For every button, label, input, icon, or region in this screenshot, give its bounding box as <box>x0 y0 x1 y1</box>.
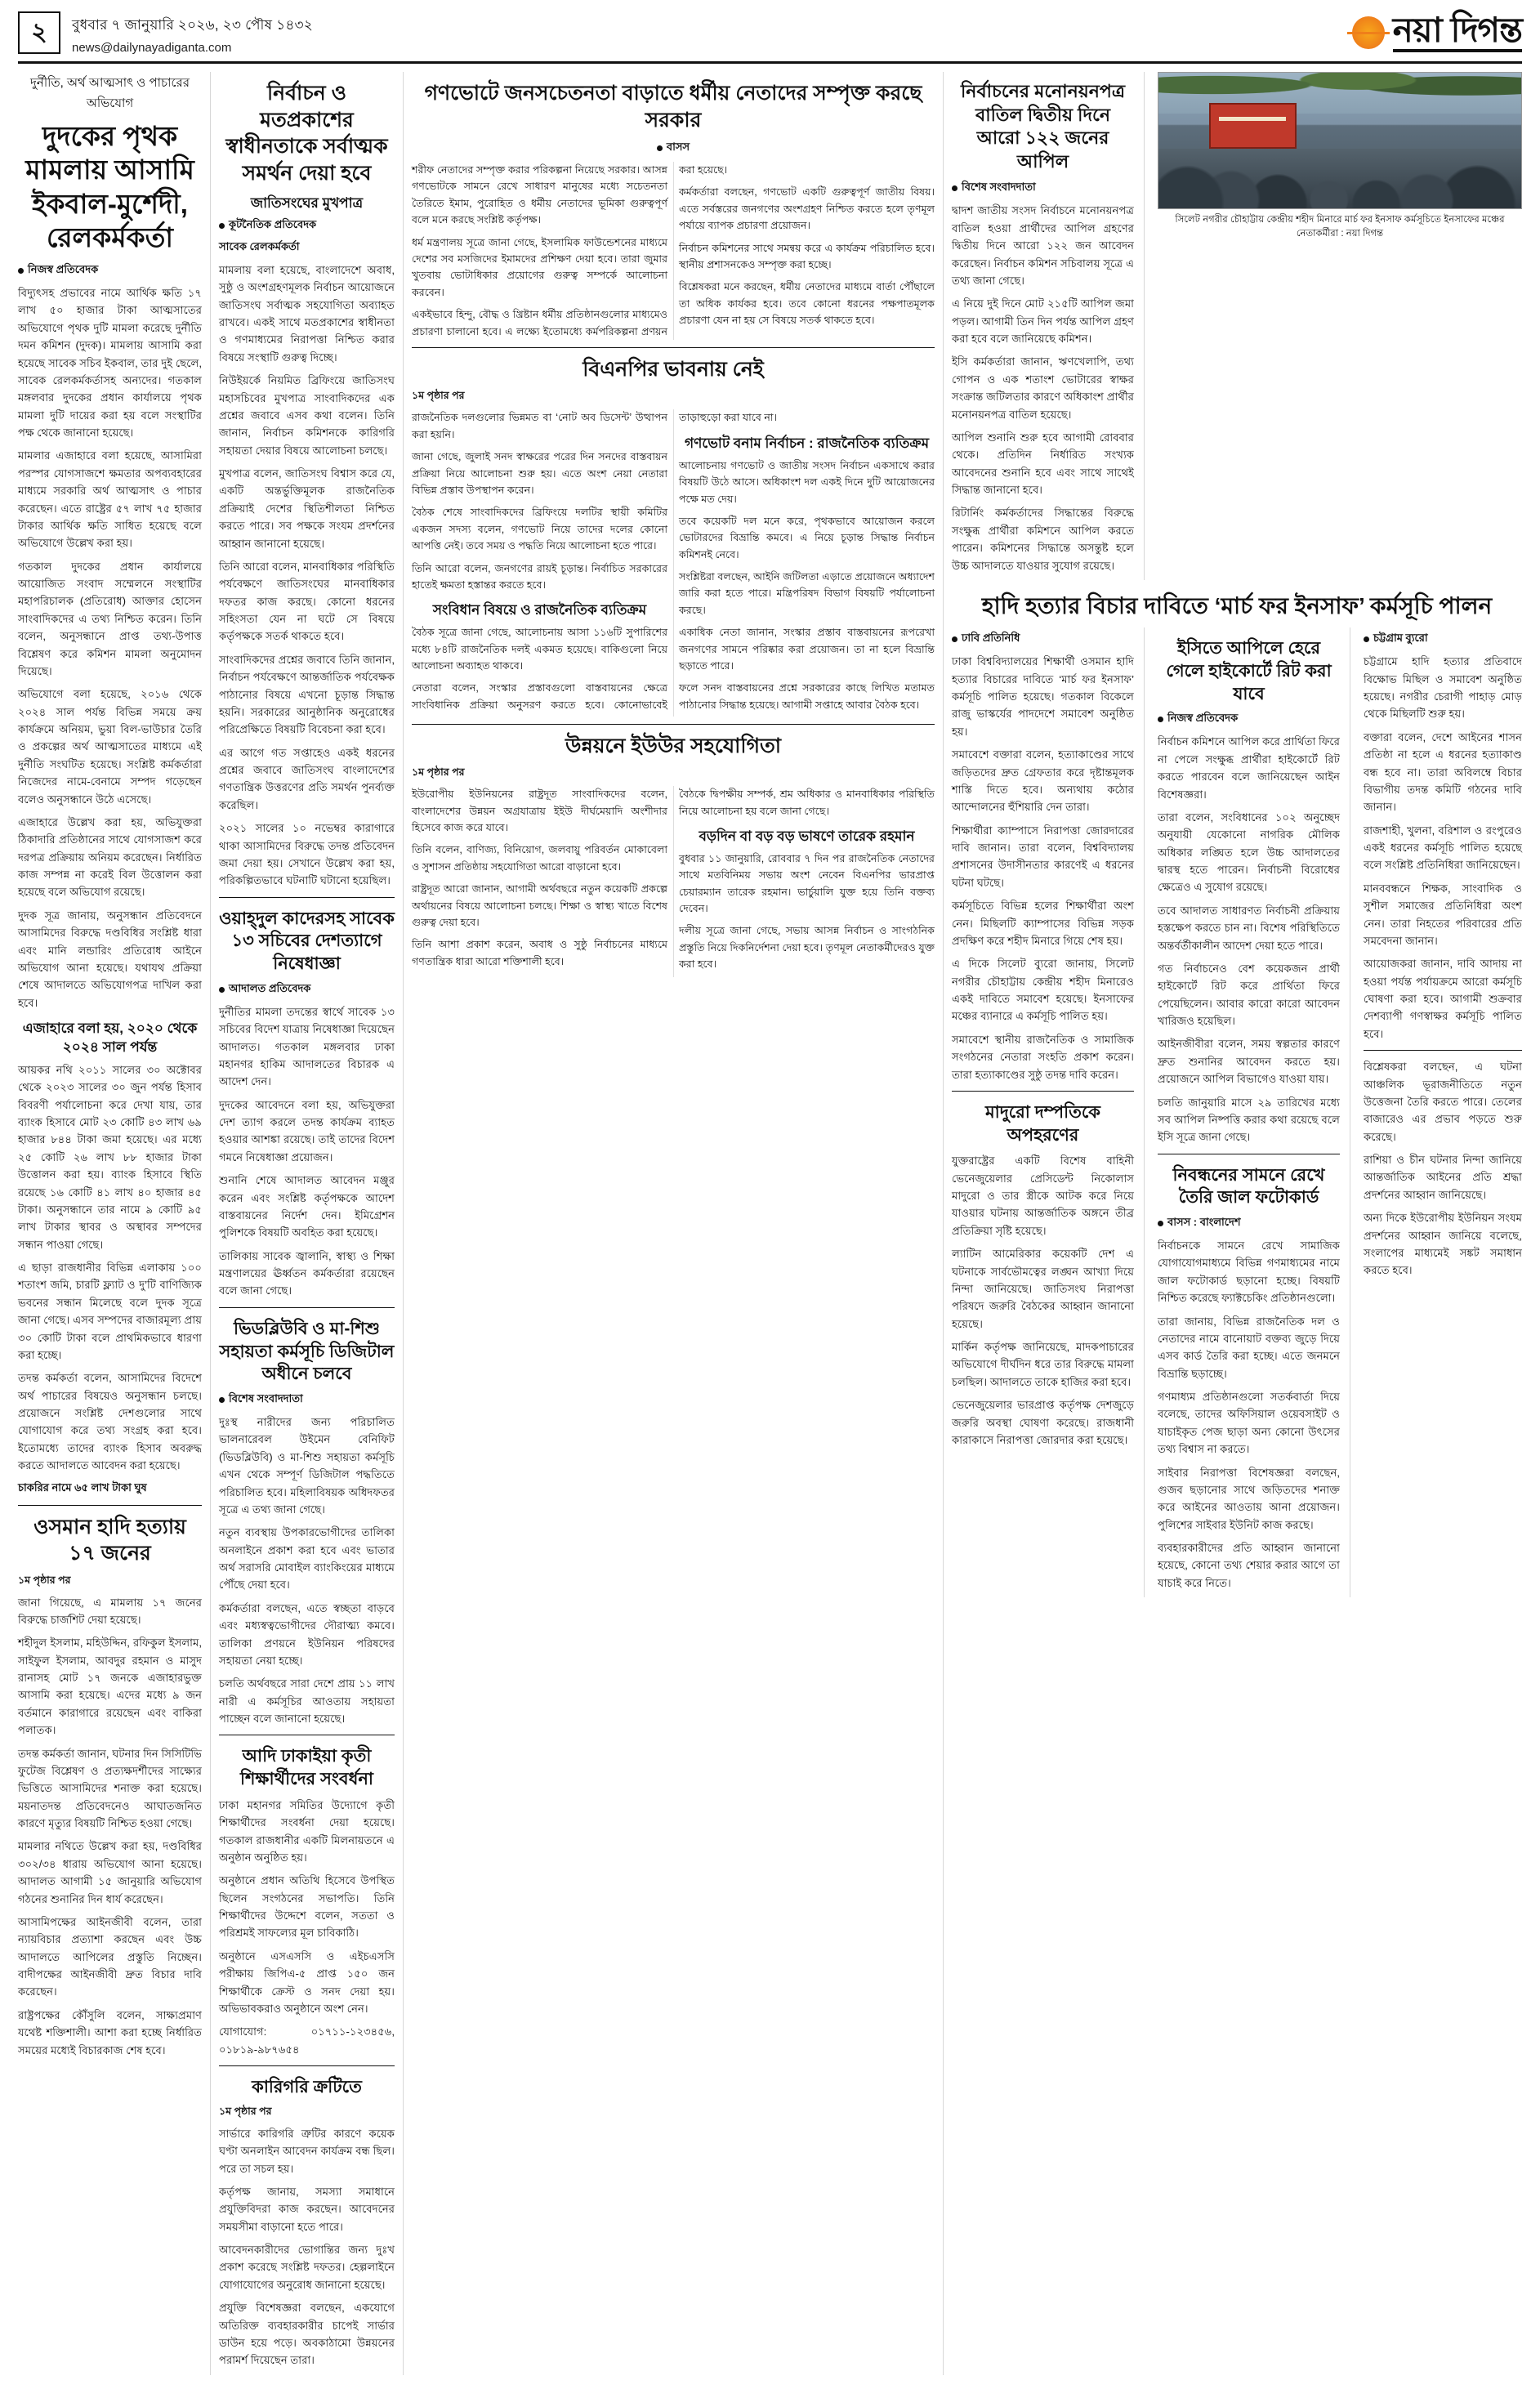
story12a-para-3: কর্মসূচিতে বিভিন্ন হলের শিক্ষার্থীরা অংশ নেন। মিছিলটি ক্যাম্পাসের বিভিন্ন সড়ক প্রদক্ষিণ করে শহীদ মিনারে গিয়ে শেষ হয়। <box>952 900 1134 947</box>
story9-para-2: বৈঠক শেষে সাংবাদিকদের ব্রিফিংয়ে দলটির স্থায়ী কমিটির একজন সদস্য বলেন, গণভোট নিয়ে তাদের দলের কোনো আপত্তি নেই। তবে সময় ও পদ্ধতি নিয়ে আলোচনা হতে পারে। <box>412 507 667 552</box>
bullet-icon <box>1158 717 1163 722</box>
divider <box>18 1505 202 1506</box>
story11-para-4: রিটার্নিং কর্মকর্তাদের সিদ্ধান্তের বিরুদ্ধে সংক্ষুব্ধ প্রার্থীরা কমিশনে আপিল করতে পারেন। কমিশনের সিদ্ধান্তে অসন্তুষ্ট হলে উচ্চ আদালতে যাওয়ার সুযোগ রয়েছে। <box>952 507 1134 572</box>
byline-text: বিশেষ সংবাদদাতা <box>229 1392 303 1404</box>
story15-headline: মাদুরো দম্পতিকে অপহরণের <box>985 1102 1100 1145</box>
story4-para-2: শুনানি শেষে আদালত আবেদন মঞ্জুর করেন এবং সংশ্লিষ্ট কর্তৃপক্ষকে আদেশ বাস্তবায়নের নির্দেশ দেন। ইমিগ্রেশন পুলিশকে বিষয়টি অবহিত করা হয়েছে। <box>219 1174 395 1239</box>
photo-caption: সিলেট নগরীর চৌহাট্টায় কেন্দ্রীয় শহীদ মিনারে মার্চ ফর ইনসাফ কর্মসূচিতে ইনসাফের মঞ্চের নেতাকর্মীরা : নয়া দিগন্ত <box>1175 214 1505 239</box>
story13-para-2: তবে আদালত সাধারণত নির্বাচনী প্রক্রিয়ায় হস্তক্ষেপ করতে চান না। বিশেষ পরিস্থিতিতে অন্তর্বর্তীকালীন আদেশ দেয়া হতে পারে। <box>1158 904 1340 952</box>
story12-col-c <box>1364 627 1522 1597</box>
bullet-icon <box>219 223 225 229</box>
story13-para-0: নির্বাচন কমিশনে আপিল করে প্রার্থিতা ফিরে না পেলে সংক্ষুব্ধ প্রার্থীরা হাইকোর্টে রিট করতে পারবেন বলে জানিয়েছেন আইন বিশেষজ্ঞরা। <box>1158 735 1340 801</box>
divider <box>219 1307 395 1308</box>
story14-para-2: গণমাধ্যম প্রতিষ্ঠানগুলো সতর্কবার্তা দিয়ে বলেছে, তাদের অফিসিয়াল ওয়েবসাইট ও যাচাইকৃত পেজ ছাড়া অন্য কোনো উৎসের তথ্য বিশ্বাস না করতে। <box>1158 1391 1340 1456</box>
story3-byline <box>219 217 395 234</box>
story8-para-4: নির্বাচন কমিশনের সাথে সমন্বয় করে এ কার্যক্রম পরিচালিত হবে। স্থানীয় প্রশাসনকেও সম্পৃক্ত করা হচ্ছে। <box>679 242 935 270</box>
divider <box>412 724 935 725</box>
story1-para-1: মামলার এজাহারে বলা হয়েছে, আসামিরা পরস্পর যোগসাজশে ক্ষমতার অপব্যবহারের মাধ্যমে সরকারি অর্থ আত্মসাৎ ও পাচার করেছেন। এতে রাষ্ট্রের ৫৭ লাখ ৭৫ হাজার টাকার আর্থিক ক্ষতি সাধিত হয়েছে বলে অভিযোগে উল্লেখ করা হয়। <box>18 449 202 550</box>
story8-para-3: কর্মকর্তারা বলছেন, গণভোট একটি গুরুত্বপূর্ণ জাতীয় বিষয়। এতে সর্বস্তরের জনগণের অংশগ্রহণ নিশ্চিত করতে হলে তৃণমূল পর্যায়ে ব্যাপক প্রচারণা প্রয়োজন। <box>679 186 935 232</box>
story12b-para-1: বক্তারা বলেন, দেশে আইনের শাসন প্রতিষ্ঠা না হলে এ ধরনের হত্যাকাণ্ড বন্ধ হবে না। তারা অবিলম্বে বিচার বিভাগীয় তদন্ত কমিটি গঠনের দাবি জানান। <box>1364 730 1522 814</box>
story7-para-2: আবেদনকারীদের ভোগান্তির জন্য দুঃখ প্রকাশ করেছে সংশ্লিষ্ট দফতর। হেল্পলাইনে যোগাযোগের অনুরোধ জানানো হয়েছে। <box>219 2244 395 2291</box>
story3-para-4: সাংবাদিকদের প্রশ্নের জবাবে তিনি জানান, নির্বাচন পর্যবেক্ষণে আন্তর্জাতিক পর্যবেক্ষক পাঠানোর বিষয়ে এখনো চূড়ান্ত সিদ্ধান্ত হয়নি। সরকারের আনুষ্ঠানিক অনুরোধের পরিপ্রেক্ষিতে বিষয়টি বিবেচনা করা হবে। <box>219 653 395 736</box>
story2-para-0: জানা গিয়েছে, এ মামলায় ১৭ জনের বিরুদ্ধে চার্জশিট দেয়া হয়েছে। <box>18 1596 202 1626</box>
right-mid-row <box>952 627 1522 1597</box>
story12b-para-4: আয়োজকরা জানান, দাবি আদায় না হওয়া পর্যন্ত পর্যায়ক্রমে আরো কর্মসূচি ঘোষণা করা হবে। আগামী শুক্রবার দেশব্যাপী গণস্বাক্ষর কর্মসূচি পালিত হবে। <box>1364 958 1522 1040</box>
story4-para-0: দুর্নীতির মামলা তদন্তের স্বার্থে সাবেক ১৩ সচিবের বিদেশ যাত্রায় নিষেধাজ্ঞা দিয়েছেন আদালত। গতকাল মঙ্গলবার ঢাকা মহানগর হাকিম আদালতের বিচারক এ আদেশ দেন। <box>219 1005 395 1088</box>
story3-subhead: জাতিসংঘের মুখপাত্র <box>250 195 364 211</box>
story4-byline <box>219 981 395 998</box>
story2-continuation: ১ম পৃষ্ঠার পর <box>18 1574 71 1586</box>
story1-byline <box>18 262 202 279</box>
story7-para-1: কর্তৃপক্ষ জানায়, সমস্যা সমাধানে প্রযুক্তিবিদরা কাজ করছেন। আবেদনের সময়সীমা বাড়ানো হতে পারে। <box>219 2185 395 2233</box>
story3-para-3: তিনি আরো বলেন, মানবাধিকার পরিস্থিতি পর্যবেক্ষণে জাতিসংঘের মানবাধিকার দফতর কাজ করছে। কোনো ধরনের সহিংসতা যেন না ঘটে সে বিষয়ে কর্তৃপক্ষকে সতর্ক থাকতে হবে। <box>219 560 395 643</box>
story1-headline: দুদকের পৃথক মামলায় আসামি ইকবাল-মুর্শেদী, রেলকর্মকর্তা <box>25 121 194 252</box>
story12a-para-5: সমাবেশে স্থানীয় রাজনৈতিক ও সামাজিক সংগঠনের নেতারা সংহতি প্রকাশ করেন। তারা হত্যাকাণ্ডের সুষ্ঠু তদন্ত দাবি করেন। <box>952 1033 1134 1081</box>
sun-icon <box>1352 16 1385 49</box>
story5-para-1: নতুন ব্যবস্থায় উপকারভোগীদের তালিকা অনলাইনে প্রকাশ করা হবে এবং ভাতার অর্থ সরাসরি মোবাইল ব্যাংকিংয়ের মাধ্যমে পৌঁছে দেয়া হবে। <box>219 1526 395 1592</box>
bullet-icon <box>952 636 957 642</box>
masthead-info <box>72 11 1352 55</box>
story3-para-6: ২০২১ সালের ১০ নভেম্বর কারাগারে থাকা আসামিদের বিরুদ্ধে তদন্ত প্রতিবেদন জমা দেয়া হয়। সেখানে উল্লেখ করা হয়, পরিকল্পিতভাবে ঘটনাটি ঘটানো হয়েছিল। <box>219 822 395 887</box>
story2-headline: ওসমান হাদি হত্যায় ১৭ জনের <box>33 1515 186 1565</box>
publication-date: বুধবার ৭ জানুয়ারি ২০২৬, ২৩ পৌষ ১৪৩২ <box>72 17 314 33</box>
story1-para-8: তদন্ত কর্মকর্তা বলেন, আসামিদের বিদেশে অর্থ পাচারের বিষয়েও অনুসন্ধান চলছে। প্রয়োজনে সংশ্লিষ্ট দেশগুলোর সাথে যোগাযোগ করে তথ্য সংগ্রহ করা হবে। ইতোমধ্যে তাদের ব্যাংক হিসাব অবরুদ্ধ করতে আদালতে আবেদন করা হয়েছে। <box>18 1372 202 1472</box>
story12-col-b <box>1158 627 1350 1597</box>
column-3 <box>404 72 944 2375</box>
photo-banner <box>1209 103 1297 149</box>
story1-para-3: অভিযোগে বলা হয়েছে, ২০১৬ থেকে ২০২৪ সাল পর্যন্ত বিভিন্ন সময়ে ক্রয় কার্যক্রমে অনিয়ম, ভুয়া বিল-ভাউচার তৈরি ও প্রকল্পের অর্থ আত্মসাতের মাধ্যমে এই দুর্নীতি সংঘটিত হয়েছে। সংশ্লিষ্ট কর্মকর্তারা নিজেদের নামে-বেনামে সম্পদ গড়েছেন বলেও অনুসন্ধানে উঠে এসেছে। <box>18 688 202 806</box>
story4-headline: ওয়াহ্‌দুল কাদেরসহ সাবেক ১৩ সচিবের দেশত্যাগে নিষেধাজ্ঞা <box>219 909 395 974</box>
bullet-icon <box>219 987 225 993</box>
story12a-para-4: এ দিকে সিলেট ব্যুরো জানায়, সিলেট নগরীর চৌহাট্টায় কেন্দ্রীয় শহীদ মিনারেও একই দাবিতে সমাবেশ হয়েছে। ইনসাফের মঞ্চের ব্যানারে এ কর্মসূচি পালিত হয়। <box>952 958 1134 1023</box>
story8-para-1: ধর্ম মন্ত্রণালয় সূত্রে জানা গেছে, ইসলামিক ফাউন্ডেশনের মাধ্যমে দেশের সব মসজিদের ইমামদের প্রশিক্ষণ দেয়া হবে। তারা জুমার খুতবায় ভোটাধিকার প্রয়োগের গুরুত্ব সম্পর্কে আলোচনা করবেন। <box>412 236 667 298</box>
story12b-para-2: রাজশাহী, খুলনা, বরিশাল ও রংপুরেও একই ধরনের কর্মসূচি পালিত হয়েছে বলে সংশ্লিষ্ট প্রতিনিধিরা জানিয়েছেন। <box>1364 824 1522 872</box>
story5-para-2: কর্মকর্তারা বলছেন, এতে স্বচ্ছতা বাড়বে এবং মধ্যস্বত্বভোগীদের দৌরাত্ম্য কমবে। তালিকা প্রণয়নে ইউনিয়ন পরিষদের সহায়তা নেয়া হচ্ছে। <box>219 1601 395 1667</box>
bullet-icon <box>18 268 24 274</box>
story9-subhead-2: গণভোট বনাম নির্বাচন : রাজনৈতিক ব্যতিক্রম <box>684 435 930 451</box>
story9-para-9: একাধিক নেতা জানান, সংস্কার প্রস্তাব বাস্তবায়নের রূপরেখা জনগণের সামনে পরিষ্কার করা প্রয়োজন। তা না হলে বিভ্রান্তি ছড়াতে পারে। <box>679 627 935 672</box>
story4-para-3: তালিকায় সাবেক জ্বালানি, স্বাস্থ্য ও শিক্ষা মন্ত্রণালয়ের ঊর্ধ্বতন কর্মকর্তারা রয়েছেন বলে জানা গেছে। <box>219 1249 395 1297</box>
byline-text: ঢাবি প্রতিনিধি <box>962 632 1020 645</box>
story8-headline: গণভোটে জনসচেতনতা বাড়াতে ধর্মীয় নেতাদের সম্পৃক্ত করছে সরকার <box>424 82 922 132</box>
story13-para-1: তারা বলেন, সংবিধানের ১০২ অনুচ্ছেদ অনুযায়ী যেকোনো নাগরিক মৌলিক অধিকার লঙ্ঘিত হলে উচ্চ আদালতের দ্বারস্থ হতে পারেন। নির্বাচনী বিরোধের ক্ষেত্রেও এ সুযোগ রয়েছে। <box>1158 810 1340 894</box>
story15-para-3: ভেনেজুয়েলার ভারপ্রাপ্ত কর্তৃপক্ষ দেশজুড়ে জরুরি অবস্থা ঘোষণা করেছে। রাজধানী কারাকাসে নিরাপত্তা জোরদার করা হয়েছে। <box>952 1399 1134 1446</box>
story9-para-8: সংশ্লিষ্টরা বলছেন, আইনি জটিলতা এড়াতে প্রয়োজনে অধ্যাদেশ জারি করা হতে পারে। মন্ত্রিপরিষদ বিভাগ বিষয়টি পর্যালোচনা করছে। <box>679 571 935 616</box>
bullet-icon <box>657 145 663 151</box>
story2-para-4: আসামিপক্ষের আইনজীবী বলেন, তারা ন্যায়বিচার প্রত্যাশা করছেন এবং উচ্চ আদালতে আপিলের প্রস্তুতি নিচ্ছেন। বাদীপক্ষের আইনজীবী দ্রুত বিচার দাবি করেছেন। <box>18 1915 202 1998</box>
story1-highlight <box>18 1480 202 1498</box>
story5-para-0: দুঃস্থ নারীদের জন্য পরিচালিত ভালনারেবল উইমেন বেনিফিট (ভিডব্লিউবি) ও মা-শিশু সহায়তা কর্মসূচি এখন থেকে সম্পূর্ণ ডিজিটাল পদ্ধতিতে পরিচালিত হবে। মহিলাবিষয়ক অধিদফতর সূত্রে এ তথ্য জানা গেছে। <box>219 1416 395 1516</box>
bullet-icon <box>219 1397 225 1403</box>
story2-para-3: মামলার নথিতে উল্লেখ করা হয়, দণ্ডবিধির ৩০২/৩৪ ধারায় অভিযোগ আনা হয়েছে। আদালত আগামী ১৫ জানুয়ারি অভিযোগ গঠনের শুনানির দিন ধার্য করেছেন। <box>18 1840 202 1905</box>
bullet-icon <box>1158 1221 1163 1226</box>
story9-para-6: আলোচনায় গণভোট ও জাতীয় সংসদ নির্বাচন একসাথে করার বিষয়টি উঠে আসে। অধিকাংশ দল একই দিনে দুটি আয়োজনের পক্ষে মত দেয়। <box>679 459 935 505</box>
story12a-para-1: সমাবেশে বক্তারা বলেন, হত্যাকাণ্ডের সাথে জড়িতদের দ্রুত গ্রেফতার করে দৃষ্টান্তমূলক শাস্তি দিতে হবে। অন্যথায় কঠোর আন্দোলনের হুঁশিয়ারি দেন তারা। <box>952 748 1134 814</box>
story15-para-2: মার্কিন কর্তৃপক্ষ জানিয়েছে, মাদকপাচারের অভিযোগে দীর্ঘদিন ধরে তার বিরুদ্ধে মামলা চলছিল। আদালতে তাকে হাজির করা হবে। <box>952 1341 1134 1388</box>
story14-para-1: তারা জানায়, বিভিন্ন রাজনৈতিক দল ও নেতাদের নামে বানোয়াট বক্তব্য জুড়ে দিয়ে এসব কার্ড তৈরি করা হচ্ছে। এতে জনমনে বিভ্রান্তি ছড়াচ্ছে। <box>1158 1315 1340 1380</box>
photo-crowd <box>1158 149 1521 208</box>
right-top-row <box>952 72 1522 580</box>
story2-para-2: তদন্ত কর্মকর্তা জানান, ঘটনার দিন সিসিটিভি ফুটেজ বিশ্লেষণ ও প্রত্যক্ষদর্শীদের সাক্ষ্যের ভিত্তিতে আসামিদের শনাক্ত করা হয়েছে। ময়নাতদন্ত প্রতিবেদনেও আঘাতজনিত কারণে মৃত্যুর বিষয়টি নিশ্চিত হওয়া গেছে। <box>18 1747 202 1829</box>
story7-para-3: প্রযুক্তি বিশেষজ্ঞরা বলছেন, একযোগে অতিরিক্ত ব্যবহারকারীর চাপেই সার্ভার ডাউন হয়ে পড়ে। অবকাঠামো উন্নয়নের পরামর্শ দিয়েছেন তারা। <box>219 2302 395 2367</box>
byline-text: নিজস্ব প্রতিবেদক <box>1167 712 1239 725</box>
story11-para-0: দ্বাদশ জাতীয় সংসদ নির্বাচনে মনোনয়নপত্র বাতিল হওয়া প্রার্থীদের আপিল গ্রহণের দ্বিতীয় দিনে আরো ১২২ জন আবেদন করেছেন। নির্বাচন কমিশন সচিবালয় সূত্রে এ তথ্য জানা গেছে। <box>952 204 1134 287</box>
story3-para-2: মুখপাত্র বলেন, জাতিসংঘ বিশ্বাস করে যে, একটি অন্তর্ভুক্তিমূলক রাজনৈতিক প্রক্রিয়াই দেশের স্থিতিশীলতা নিশ্চিত করতে পারে। সব পক্ষকে সংযম প্রদর্শনের আহ্বান জানানো হয়েছে। <box>219 467 395 550</box>
story13-para-4: আইনজীবীরা বলেন, সময় স্বল্পতার কারণে দ্রুত শুনানির আবেদন করতে হয়। প্রয়োজনে আপিল বিভাগেও যাওয়া যায়। <box>1158 1038 1340 1086</box>
story6-para-2: অনুষ্ঠানে এসএসসি ও এইচএসসি পরীক্ষায় জিপিএ-৫ প্রাপ্ত ১৫০ জন শিক্ষার্থীকে ক্রেস্ট ও সনদ দেয়া হয়। অভিভাবকরাও অনুষ্ঠানে অংশ নেন। <box>219 1949 395 2015</box>
story10-para-3: তিনি আশা প্রকাশ করেন, অবাধ ও সুষ্ঠু নির্বাচনের মাধ্যমে গণতান্ত্রিক ধারা আরো শক্তিশালী হবে। <box>412 939 667 967</box>
story9-continuation: ১ম পৃষ্ঠার পর <box>412 390 465 402</box>
story15-para-5: রাশিয়া ও চীন ঘটনার নিন্দা জানিয়ে আন্তর্জাতিক আইনের প্রতি শ্রদ্ধা প্রদর্শনের আহ্বান জানিয়েছে। <box>1364 1154 1522 1201</box>
divider <box>952 1091 1134 1092</box>
content-grid <box>18 72 1522 2375</box>
story7-para-0: সার্ভারে কারিগরি ত্রুটির কারণে কয়েক ঘণ্টা অনলাইন আবেদন কার্যক্রম বন্ধ ছিল। পরে তা সচল হয়। <box>219 2127 395 2175</box>
story9-para-0: রাজনৈতিক দলগুলোর ভিন্নমত বা ‘নোট অব ডিসেন্ট’ উত্থাপন করা হয়নি। <box>412 412 667 440</box>
label-text: সাবেক রেলকর্মকর্তা <box>219 239 300 252</box>
column-2 <box>211 72 404 2375</box>
story3-label <box>219 239 395 257</box>
story9-para-10: ফলে সনদ বাস্তবায়নের প্রশ্নে সরকারের কাছে লিখিত মতামত পাঠানোর সিদ্ধান্ত হয়েছে। আগামী সপ্তাহে আবার বৈঠক হবে। <box>679 682 935 711</box>
story13-para-5: চলতি জানুয়ারি মাসে ২৯ তারিখের মধ্যে সব আপিল নিষ্পত্তি করার কথা রয়েছে বলে ইসি সূত্রে জানা গেছে। <box>1158 1096 1340 1144</box>
story14-para-0: নির্বাচনকে সামনে রেখে সামাজিক যোগাযোগমাধ্যমে বিভিন্ন গণমাধ্যমের নামে জাল ফটোকার্ড ছড়ানো হচ্ছে। বিষয়টি নিশ্চিত করেছে ফ্যাক্টচেকিং প্রতিষ্ঠানগুলো। <box>1158 1239 1340 1305</box>
story14-para-4: ব্যবহারকারীদের প্রতি আহ্বান জানানো হয়েছে, কোনো তথ্য শেয়ার করার আগে তা যাচাই করে নিতে। <box>1158 1542 1340 1589</box>
story7-continuation: ১ম পৃষ্ঠার পর <box>219 2105 272 2117</box>
story13-byline <box>1158 711 1340 728</box>
story1-para-4: এজাহারে উল্লেখ করা হয়, অভিযুক্তরা ঠিকাদারি প্রতিষ্ঠানের সাথে যোগসাজশ করে দরপত্র প্রক্রিয়ায় অনিয়ম করেছেন। নির্ধারিত কাজ সম্পন্ন না করেই বিল উত্তোলন করা হয়েছে বলে অভিযোগ রয়েছে। <box>18 815 202 899</box>
divider <box>219 897 395 898</box>
story9-subhead-1: সংবিধান বিষয়ে ও রাজনৈতিক ব্যতিক্রম <box>432 602 647 618</box>
story3-headline: নির্বাচন ও মতপ্রকাশের স্বাধীনতাকে সর্বাত্মক সমর্থন দেয়া হবে <box>225 82 388 185</box>
story10-para-4: বৈঠকে দ্বিপক্ষীয় সম্পর্ক, শ্রম অধিকার ও মানবাধিকার পরিস্থিতি নিয়ে আলোচনা হয় বলে জানা গেছে। <box>679 788 935 817</box>
story8-body <box>412 162 935 340</box>
story10-body <box>412 786 935 977</box>
divider <box>219 2065 395 2066</box>
story14-para-3: সাইবার নিরাপত্তা বিশেষজ্ঞরা বলছেন, গুজব ছড়ানোর সাথে জড়িতদের শনাক্ত করে আইনের আওতায় আনা প্রয়োজন। পুলিশের সাইবার ইউনিট কাজ করছে। <box>1158 1466 1340 1531</box>
story10-note: বড়দিন বা বড় বড় ভাষণে তারেক রহমান <box>699 828 915 844</box>
story11-headline: নির্বাচনের মনোনয়নপত্র বাতিল দ্বিতীয় দিনে আরো ১২২ জনের আপিল <box>961 81 1125 172</box>
story15-para-0: যুক্তরাষ্ট্রের একটি বিশেষ বাহিনী ভেনেজুয়েলার প্রেসিডেন্ট নিকোলাস মাদুরো ও তার স্ত্রীকে আটক করে নিয়ে যাওয়ার ঘটনায় আন্তর্জাতিক অঙ্গনে তীব্র প্রতিক্রিয়া সৃষ্টি হয়েছে। <box>952 1154 1134 1237</box>
story14-byline <box>1158 1215 1340 1232</box>
story11 <box>952 72 1145 580</box>
column-right-block <box>944 72 1522 2375</box>
story8-para-2: একইভাবে হিন্দু, বৌদ্ধ ও খ্রিষ্টান ধর্মীয় প্রতিষ্ঠানগুলোর মাধ্যমেও প্রচারণা চালানো হবে। এ লক্ষ্যে ইতোমধ্যে কর্মপরিকল্পনা প্রণয়ন করা হয়েছে। <box>412 164 728 337</box>
story11-para-2: ইসি কর্মকর্তারা জানান, ঋণখেলাপি, তথ্য গোপন ও এক শতাংশ ভোটারের স্বাক্ষর সংক্রান্ত জটিলতার কারণে অধিকাংশ প্রার্থীর মনোনয়নপত্র বাতিল হয়েছে। <box>952 355 1134 421</box>
divider <box>412 347 935 348</box>
byline-text: নিজস্ব প্রতিবেদক <box>28 263 99 275</box>
story11-para-3: আপিল শুনানি শুরু হবে আগামী রোববার থেকে। প্রতিদিন নির্ধারিত সংখ্যক আবেদনের শুনানি হবে এবং সাথে সাথেই সিদ্ধান্ত জানানো হবে। <box>952 431 1134 496</box>
story15-para-4: বিশ্লেষকরা বলছেন, এ ঘটনা আঞ্চলিক ভূরাজনীতিতে নতুন উত্তেজনা তৈরি করতে পারে। তেলের বাজারেও এর প্রভাব পড়তে শুরু করেছে। <box>1364 1061 1522 1143</box>
story12a-para-0: ঢাকা বিশ্ববিদ্যালয়ের শিক্ষার্থী ওসমান হাদি হত্যার বিচারের দাবিতে ‘মার্চ ফর ইনসাফ’ কর্মসূচি পালিত হয়েছে। গতকাল বিকেলে রাজু ভাস্কর্যের পাদদেশে সমাবেশ অনুষ্ঠিত হয়। <box>952 655 1134 738</box>
story3-para-5: এর আগে গত সপ্তাহেও একই ধরনের প্রশ্নের জবাবে জাতিসংঘ বাংলাদেশের গণতান্ত্রিক উত্তরণের প্রতি সমর্থন পুনর্ব্যক্ত করেছিল। <box>219 746 395 811</box>
story10-headline: উন্নয়নে ইউউর সহযোগিতা <box>565 734 781 757</box>
story6-contact: যোগাযোগ: ০১৭১১-১২৩৪৫৬, ০১৮১৯-৯৮৭৬৫৪ <box>219 2025 395 2056</box>
story8-byline <box>412 140 935 157</box>
story5-headline: ভিডব্লিউবি ও মা-শিশু সহায়তা কর্মসূচি ডিজিটাল অধীনে চলবে <box>219 1319 395 1384</box>
story10-continuation: ১ম পৃষ্ঠার পর <box>412 766 465 779</box>
byline-text: বাসস : বাংলাদেশ <box>1167 1216 1241 1229</box>
story10-para-1: তিনি বলেন, বাণিজ্য, বিনিয়োগ, জলবায়ু পরিবর্তন মোকাবেলা ও সুশাসন প্রতিষ্ঠায় সহযোগিতা আরো বাড়ানো হবে। <box>412 844 667 873</box>
bullet-icon <box>1364 636 1369 642</box>
story11-para-1: এ নিয়ে দুই দিনে মোট ২১৫টি আপিল জমা পড়ল। আগামী তিন দিন পর্যন্ত আপিল গ্রহণ করা হবে বলে জানিয়েছে কমিশন। <box>952 297 1134 345</box>
story8-para-5: বিশ্লেষকরা মনে করছেন, ধর্মীয় নেতাদের মাধ্যমে বার্তা পৌঁছালে তা অধিক কার্যকর হবে। তবে কোনো ধরনের পক্ষপাতমূলক প্রচারণা যেন না হয় সে বিষয়ে সতর্ক থাকতে হবে। <box>679 281 935 327</box>
photo-block <box>1158 72 1522 580</box>
story7-headline: কারিগরি ক্রটিতে <box>252 2078 362 2097</box>
story15-para-1: ল্যাটিন আমেরিকার কয়েকটি দেশ এ ঘটনাকে সার্বভৌমত্বের লঙ্ঘন আখ্যা দিয়ে নিন্দা জানিয়েছে। জাতিসংঘ নিরাপত্তা পরিষদে জরুরি বৈঠকের আহ্বান জানানো হয়েছে। <box>952 1248 1134 1330</box>
divider <box>1364 1050 1522 1051</box>
story9-para-1: জানা গেছে, জুলাই সনদ স্বাক্ষরের পরের দিন সনদের বাস্তবায়ন প্রক্রিয়া নিয়ে আলোচনা শুরু হয়। এতে অংশ নেয়া নেতারা বিভিন্ন প্রস্তাব উপস্থাপন করেন। <box>412 451 667 496</box>
story15-para-6: অন্য দিকে ইউরোপীয় ইউনিয়ন সংযম প্রদর্শনের আহ্বান জানিয়ে বলেছে, সংলাপের মাধ্যমেই সঙ্কট সমাধান করতে হবে। <box>1364 1212 1522 1277</box>
story9-para-7: তবে কয়েকটি দল মনে করে, পৃথকভাবে আয়োজন করলে ভোটারদের বিভ্রান্তি কমবে। এ নিয়ে চূড়ান্ত সিদ্ধান্ত নির্বাচন কমিশনই নেবে। <box>679 515 935 560</box>
byline-text: কূটনৈতিক প্রতিবেদক <box>229 217 317 230</box>
story9-headline: বিএনপির ভাবনায় নেই <box>583 357 764 381</box>
story2-para-5: রাষ্ট্রপক্ষের কৌঁসুলি বলেন, সাক্ষ্যপ্রমাণ যথেষ্ট শক্তিশালী। আশা করা হচ্ছে নির্ধারিত সময়ের মধ্যেই বিচারকাজ শেষ হবে। <box>18 2008 202 2056</box>
story12a-para-2: শিক্ষার্থীরা ক্যাম্পাসে নিরাপত্তা জোরদারের দাবি জানান। তারা বলেন, বিশ্ববিদ্যালয় প্রশাসনের উদাসীনতার কারণেই এ ধরনের ঘটনা ঘটছে। <box>952 824 1134 889</box>
story9-para-3: তিনি আরো বলেন, জনগণের রায়ই চূড়ান্ত। নির্বাচিত সরকারের হাতেই ক্ষমতা হস্তান্তর করতে হবে। <box>412 562 667 591</box>
byline-text: আদালত প্রতিবেদক <box>229 981 311 994</box>
story9-para-4: বৈঠক সূত্রে জানা গেছে, আলোচনায় আসা ১১৬টি সুপারিশের মধ্যে ৮৪টি রাজনৈতিক দলই একমত হয়েছে। বাকিগুলো নিয়ে আলোচনা অব্যাহত থাকবে। <box>412 627 667 672</box>
story13-para-3: গত নির্বাচনেও বেশ কয়েকজন প্রার্থী হাইকোর্টে রিট করে প্রার্থিতা ফিরে পেয়েছিলেন। আবার কারো কারো আবেদন খারিজও হয়েছিল। <box>1158 962 1340 1028</box>
story3-para-1: নিউইয়র্কে নিয়মিত ব্রিফিংয়ে জাতিসংঘ মহাসচিবের মুখপাত্র সাংবাদিকদের এক প্রশ্নের জবাবে এসব কথা বলেন। তিনি জানান, নির্বাচন কমিশনকে কারিগরি সহায়তা দেয়ার বিষয়ে আলোচনা চলছে। <box>219 374 395 457</box>
story6-headline: আদি ঢাকাইয়া কৃতী শিক্ষার্থীদের সংবর্ধনা <box>240 1747 373 1789</box>
story9-body <box>412 409 935 716</box>
story12-headline: হাদি হত্যার বিচার দাবিতে ‘মার্চ ফর ইনসাফ’ কর্মসূচি পালন <box>981 592 1493 618</box>
page-number: ২ <box>18 11 60 54</box>
story1-subhead: এজাহারে বলা হয়, ২০২০ থেকে ২০২৪ সাল পর্যন্ত <box>22 1020 198 1055</box>
story13-headline: ইসিতে আপিলে হেরে গেলে হাইকোর্টে রিট করা যাবে <box>1166 639 1332 703</box>
story12b-para-3: মানববন্ধনে শিক্ষক, সাংবাদিক ও সুশীল সমাজের প্রতিনিধিরা অংশ নেন। তারা নিহতের পরিবারের প্রতি সমবেদনা জানান। <box>1364 882 1522 947</box>
story1-para-2: গতকাল দুদকের প্রধান কার্যালয়ে আয়োজিত সংবাদ সম্মেলনে সংস্থাটির মহাপরিচালক (প্রতিরোধ) আক্তার হোসেন সাংবাদিকদের এ তথ্য নিশ্চিত করেন। তিনি বলেন, অনুসন্ধানে প্রাপ্ত তথ্য-উপাত্ত বিশ্লেষণ করে কমিশন মামলা অনুমোদন দিয়েছে। <box>18 560 202 677</box>
story1-para-5: দুদক সূত্র জানায়, অনুসন্ধান প্রতিবেদনে আসামিদের বিরুদ্ধে দণ্ডবিধির সংশ্লিষ্ট ধারা এবং মানি লন্ডারিং প্রতিরোধ আইনে অভিযোগ আনা হয়েছে। যথাযথ প্রক্রিয়া শেষে আদালতে অভিযোগপত্র দাখিল করা হবে। <box>18 909 202 1009</box>
column-1 <box>18 72 211 2375</box>
story1-para-7: এ ছাড়া রাজধানীর বিভিন্ন এলাকায় ১০০ শতাংশ জমি, চারটি ফ্ল্যাট ও দু’টি বাণিজ্যিক ভবনের সন্ধান মিলেছে বলে দুদক সূত্রে জানা গেছে। এসব সম্পদের বাজারমূল্য প্রায় ৩০ কোটি টাকা বলে প্রাথমিকভাবে ধারণা করা হচ্ছে। <box>18 1262 202 1361</box>
story6-para-1: অনুষ্ঠানে প্রধান অতিথি হিসেবে উপস্থিত ছিলেন সংগঠনের সভাপতি। তিনি শিক্ষার্থীদের উদ্দেশে বলেন, সততা ও পরিশ্রমই সাফল্যের মূল চাবিকাঠি। <box>219 1874 395 1940</box>
story1-kicker: দুর্নীতি, অর্থ আত্মসাৎ ও পাচারের অভিযোগ <box>30 76 190 110</box>
story10-para-5: বুধবার ১১ জানুয়ারি, রোববার ৭ দিন পর রাজনৈতিক নেতাদের সাথে মতবিনিময় সভায় অংশ নেবেন বিএনপির ভারপ্রাপ্ত চেয়ারম্যান তারেক রহমান। ভার্চুয়ালি যুক্ত হয়ে তিনি বক্তব্য দেবেন। <box>679 852 935 915</box>
news-photo <box>1158 72 1522 209</box>
story4-para-1: দুদকের আবেদনে বলা হয়, অভিযুক্তরা দেশ ত্যাগ করলে তদন্ত কার্যক্রম ব্যাহত হওয়ার আশঙ্কা রয়েছে। তাই তাদের বিদেশ গমনে নিষেধাজ্ঞা প্রয়োজন। <box>219 1098 395 1163</box>
story9-para-5: নেতারা বলেন, সংস্কার প্রস্তাবগুলো বাস্তবায়নের ক্ষেত্রে সাংবিধানিক প্রক্রিয়া অনুসরণ করতে হবে। কোনোভাবেই তাড়াহুড়ো করা যাবে না। <box>412 412 778 711</box>
byline-text: বিশেষ সংবাদদাতা <box>962 181 1036 194</box>
story5-byline <box>219 1391 395 1409</box>
story1-para-6: আয়কর নথি ২০১১ সালের ৩০ অক্টোবর থেকে ২০২৩ সালের ৩০ জুন পর্যন্ত হিসাব বিবরণী পর্যালোচনা করে দেখা যায়, তার ব্যাংক হিসাবে মোট ২৩ কোটি ৪৩ লাখ ৬৯ হাজার ৮৪৪ টাকা জমা হয়েছে। এর মধ্যে ২৫ কোটি ২৬ লাখ ৮৮ হাজার টাকা উত্তোলন করা হয়। ব্যাংক হিসাবে স্থিতি রয়েছে ১৬ কোটি ৪১ লাখ ৪০ হাজার ৪৫ টাকা। অনুসন্ধানে তার নামে ৯ কোটি ৯৫ লাখ টাকার স্থাবর ও অস্থাবর সম্পদের সন্ধান পাওয়া গেছে। <box>18 1063 202 1251</box>
story14-headline: নিবন্ধনের সামনে রেখে তৈরি জাল ফটোকার্ড <box>1172 1165 1325 1208</box>
contact-email: news@dailynayadiganta.com <box>72 41 232 55</box>
story1-para-0: বিদ্যুৎসহ প্রভাবের নামে আর্থিক ক্ষতি ১৭ লাখ ৫০ হাজার টাকা আত্মসাতের অভিযোগে পৃথক দুটি মামলা করেছে দুর্নীতি দমন কমিশন (দুদক)। মামলায় আসামি করা হয়েছে সাবেক সচিব ইকবাল, তার দুই ছেলে, সাবেক রেলকর্মকর্তাসহ অন্যদের। গতকাল মঙ্গলবার দুদকের প্রধান কার্যালয়ে পৃথক মামলা দুটি দায়ের করা হয় বলে সংস্থাটির পক্ষ থেকে জানানো হয়েছে। <box>18 287 202 439</box>
story10-para-2: রাষ্ট্রদূত আরো জানান, আগামী অর্থবছরে নতুন কয়েকটি প্রকল্পে অর্থায়নের বিষয়ে আলোচনা চলছে। শিক্ষা ও স্বাস্থ্য খাতে বিশেষ গুরুত্ব দেয়া হবে। <box>412 883 667 928</box>
story12-byline-a <box>952 631 1134 648</box>
story11-byline <box>952 180 1134 197</box>
story10-para-6: দলীয় সূত্রে জানা গেছে, সভায় আসন্ন নির্বাচন ও সাংগঠনিক প্রস্তুতি নিয়ে দিকনির্দেশনা দেয়া হবে। তৃণমূল নেতাকর্মীদেরও যুক্ত করা হবে। <box>679 925 935 971</box>
story8-para-0: শরীফ নেতাদের সম্পৃক্ত করার পরিকল্পনা নিয়েছে সরকার। আসন্ন গণভোটকে সামনে রেখে সাধারণ মানুষের মধ্যে সচেতনতা তৈরিতে ইমাম, পুরোহিত ও ধর্মীয় নেতাদের ভূমিকা গুরুত্বপূর্ণ বলে মনে করছে সংশ্লিষ্ট কর্তৃপক্ষ। <box>412 164 667 226</box>
story3-para-0: মামলায় বলা হয়েছে, বাংলাদেশে অবাধ, সুষ্ঠু ও অংশগ্রহণমূলক নির্বাচন আয়োজনে জাতিসংঘ সর্বাত্মক সহযোগিতা অব্যাহত রাখবে। একই সাথে মতপ্রকাশের স্বাধীনতা ও গণমাধ্যমের নিরাপত্তা নিশ্চিত করার বিষয়ে সংস্থাটি গুরুত্ব দিচ্ছে। <box>219 263 395 364</box>
story12-col-a <box>952 627 1145 1597</box>
story5-para-3: চলতি অর্থবছরে সারা দেশে প্রায় ১১ লাখ নারী এ কর্মসূচির আওতায় সহায়তা পাচ্ছেন বলে জানানো হয়েছে। <box>219 1677 395 1725</box>
story12-byline-b <box>1364 631 1522 648</box>
bullet-icon <box>952 185 957 191</box>
story10-para-0: ইউরোপীয় ইউনিয়নের রাষ্ট্রদূত সাংবাদিকদের বলেন, বাংলাদেশের উন্নয়ন অগ্রযাত্রায় ইইউ দীর্ঘমেয়াদি অংশীদার হিসেবে কাজ করে যাবে। <box>412 788 667 833</box>
story2-para-1: শহীদুল ইসলাম, মহিউদ্দিন, রফিকুল ইসলাম, সাইফুল ইসলাম, আবদুর রহমান ও মাসুদ রানাসহ মোট ১৭ জনকে এজাহারভুক্ত আসামি করা হয়েছে। এদের মধ্যে ৯ জন বর্তমানে কারাগারে রয়েছেন এবং বাকিরা পলাতক। <box>18 1637 202 1737</box>
newspaper-logo <box>1352 11 1522 52</box>
byline-text: চট্টগ্রাম ব্যুরো <box>1373 632 1428 645</box>
logo-text: নয়া দিগন্ত <box>1393 13 1522 52</box>
story6-para-0: ঢাকা মহানগর সমিতির উদ্যোগে কৃতী শিক্ষার্থীদের সংবর্ধনা দেয়া হয়েছে। গতকাল রাজধানীর একটি মিলনায়তনে এ অনুষ্ঠান অনুষ্ঠিত হয়। <box>219 1798 395 1864</box>
story12b-para-0: চট্টগ্রামে হাদি হত্যার প্রতিবাদে বিক্ষোভ মিছিল ও সমাবেশ অনুষ্ঠিত হয়েছে। নগরীর চেরাগী পাহাড় মোড় থেকে মিছিলটি শুরু হয়। <box>1364 655 1522 721</box>
byline-text: বাসস <box>666 141 690 153</box>
masthead <box>18 11 1522 64</box>
highlight-text: চাকরির নামে ৬৫ লাখ টাকা ঘুষ <box>18 1480 147 1494</box>
